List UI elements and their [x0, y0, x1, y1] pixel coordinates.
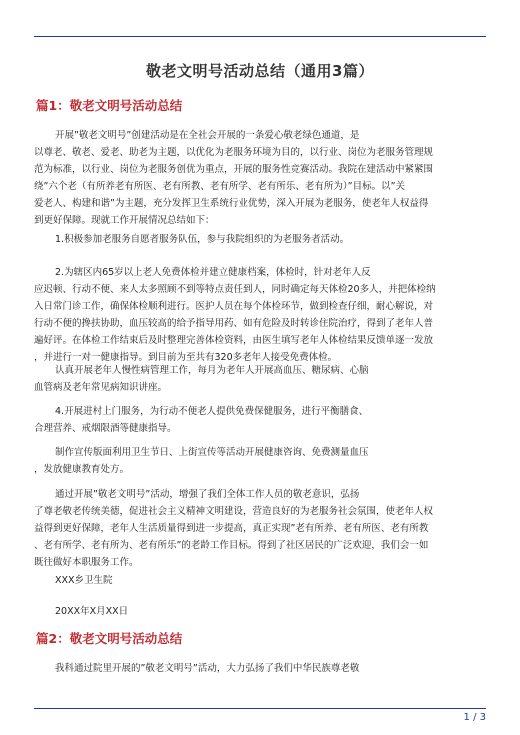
item-3-paragraph: 认真开展老年人慢性病管理工作，每月为老年人开展高血压、糖尿病、心脑 血管病及老年常见病知识讲座。	[34, 365, 369, 393]
section-2-heading: 篇2：敬老文明号活动总结	[36, 631, 183, 646]
header-rule	[34, 36, 486, 37]
item-1-paragraph: 1.积极参加老服务自愿者服务队伍，参与我院组织的为老服务者活动。	[55, 234, 350, 245]
section-2-paragraph: 我科通过院里开展的”敬老文明号”活动，大力弘扬了我们中华民族尊老敬	[55, 663, 360, 674]
item-4-paragraph: 4.开展进村上门服务，为行动不便老人提供免费保健服务，进行平衡膳食、 合理营养、戒烟限酒等健康指导。	[34, 406, 369, 434]
document-title: 敬老文明号活动总结（通用3篇）	[146, 62, 374, 80]
page-indicator: 1 / 3	[463, 712, 486, 723]
intro-paragraph: 开展”敬老文明号”创建活动是在全社会开展的一条爱心敬老绿色通道，是 以尊老、敬老、爱老、助老为主题，以优化为老服务环境为目的，以行业、岗位为老服务管理规 范为标准，以行业、岗位为老服务创优为重点，开展的服务性竞赛活动。我院在建活动中紧紧围 绕”六个老（有所养老有所医、老有所教、老有所学、老有所乐、老有所为）”目标。以”关 爱老人、构建和谐”为主题，充分发挥卫生系统行业优势，深入开展为老服务，使老年人权益得 到更好保障。现就工作开展情况总结如下：	[34, 130, 434, 226]
footer-rule	[34, 708, 486, 709]
item-5-paragraph: 制作宣传版面利用卫生节日、上街宣传等活动开展健康咨询、免费测量血压 ，发放健康教育处方。	[34, 447, 369, 475]
section-1-heading: 篇1：敬老文明号活动总结	[36, 98, 183, 113]
item-2-paragraph: 2.为辖区内65岁以上老人免费体检并建立健康档案，体检时，针对老年人反 应迟顿、行动不便、来人太多照顾不到等特点责任到人，同时确定每天体检20多人，并把体检纳 入日常门诊工作，确保体检顺利进行。医护人员在每个体检环节，做到检查仔细，耐心解说，对 行动不便的搀扶协助，血压较高的给予指导用药、如有危险及时转诊住院治疗，得到了老年人普 遍好评。在体检工作结束后及时整理完善体检资料，由医生填写老年人体检结果反馈单逐一发放 ，并进行一对一健康指导。到目前为至共有320多老年人接受免费体检。	[34, 267, 436, 363]
signature-date: 20XX年X月XX日	[55, 606, 129, 617]
conclusion-paragraph: 通过开展”敬老文明号”活动，增强了我们全体工作人员的敬老意识，弘扬 了尊老敬老传统美德，促进社会主义精神文明建设，营造良好的为老服务社会氛围，使老年人权 益得到更好保障，老年人生活质量得到进一步提高，真正实现”老有所养、老有所医、老有所教 、老有所学、老有所为、老有所乐”的老龄工作目标。得到了社区居民的广泛欢迎，我们会一如 既往做好本职服务工作。	[34, 489, 434, 568]
signature-organization: XXX乡卫生院	[55, 575, 113, 586]
